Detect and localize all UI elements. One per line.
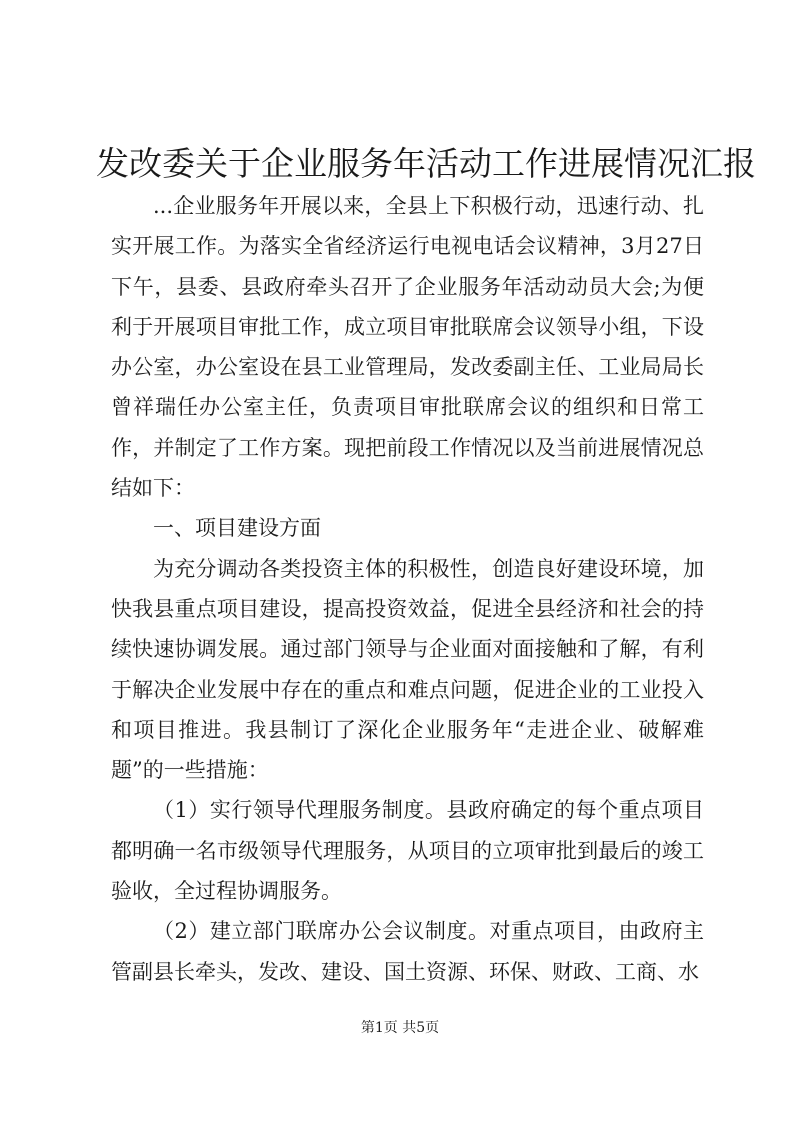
section-heading-project-construction: 一、项目建设方面 — [153, 516, 321, 541]
paragraph-item-2: （2）建立部门联席办公会议制度。对重点项目，由政府主管副县长牵头，发改、建设、国土资源、环保、财政、工商、水 — [111, 919, 704, 984]
page-number-footer: 第1页 共5页 — [360, 1020, 440, 1036]
paragraph-measures: 为充分调动各类投资主体的积极性，创造良好建设环境，加快我县重点项目建设，提高投资效益，促进全县经济和社会的持续快速协调发展。通过部门领导与企业面对面接触和了解，有利于解决企业发展中存在的重点和难点问题，促进企业的工业投入和项目推进。我县制订了深化企业服务年“走进企业、破解难题”的一些措施： — [111, 556, 704, 783]
paragraph-intro: ...企业服务年开展以来，全县上下积极行动，迅速行动、扎实开展工作。为落实全省经济运行电视电话会议精神，3月27日下午，县委、县政府牵头召开了企业服务年活动动员大会;为便利于开展项目审批工作，成立项目审批联席会议领导小组，下设办公室，办公室设在县工业管理局，发改委副主任、工业局局长曾祥瑞任办公室主任，负责项目审批联席会议的组织和日常工作，并制定了工作方案。现把前段工作情况以及当前进展情况总结如下： — [111, 194, 704, 501]
paragraph-item-1: （1）实行领导代理服务制度。县政府确定的每个重点项目都明确一名市级领导代理服务，从项目的立项审批到最后的竣工验收，全过程协调服务。 — [111, 798, 704, 904]
document-title: 发改委关于企业服务年活动工作进展情况汇报 — [96, 144, 756, 183]
document-body — [111, 186, 704, 992]
